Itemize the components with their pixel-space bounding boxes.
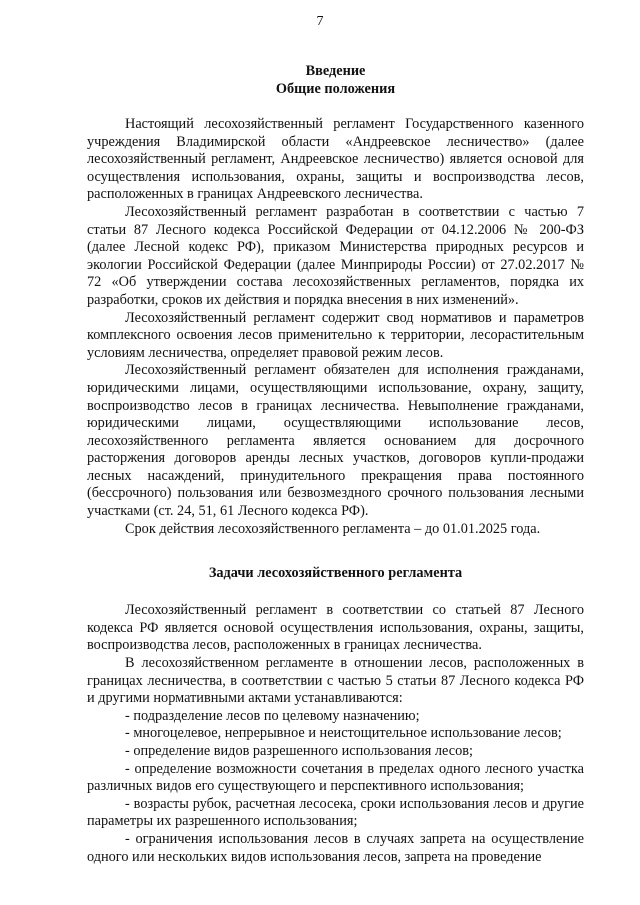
list-item: - возрасты рубок, расчетная лесосека, сроки использования лесов и другие параметры их разрешенного использования; (87, 795, 584, 830)
list-item: - определение видов разрешенного использования лесов; (125, 743, 473, 759)
document-body (87, 62, 584, 866)
section-subtitle: Общие положения (275, 81, 396, 97)
section-title: Введение (305, 63, 366, 79)
intro-heading (87, 62, 584, 98)
paragraph: Лесохозяйственный регламент обязателен для исполнения гражданами, юридическими лицами, осуществляющими использование, охрану, защиту, воспроизводство лесов в границах лесничества. Невыполнение гражданами, юридическими лицами, осуществляющими использование лесов, лесохозяйственного регламента является основанием для досрочного расторжения договоров аренды лесных участков, договоров купли-продажи лесных насаждений, принудительного прекращения права постоянного (бессрочного) пользования или безвозмездного срочного пользования лесными участками (ст. 24, 51, 61 Лесного кодекса РФ). (87, 362, 584, 520)
tasks-title: Задачи лесохозяйственного регламента (208, 565, 463, 582)
paragraph: Настоящий лесохозяйственный регламент Государственного казенного учреждения Владимирской области «Андреевское лесничество» (далее лесохозяйственный регламент, Андреевское лесничество) является основой для осуществления использования, охраны, защиты и воспроизводства лесов, расположенных в границах Андреевского лесничества. (87, 116, 584, 203)
paragraph: Лесохозяйственный регламент содержит свод нормативов и параметров комплексного освоения лесов применительно к территории, лесорастительным условиям лесничества, определяет правовой режим лесов. (87, 309, 584, 361)
list-item: - подразделение лесов по целевому назначению; (125, 707, 420, 724)
paragraph: Лесохозяйственный регламент разработан в соответствии с частью 7 статьи 87 Лесного кодекса Российской Федерации от 04.12.2006 № 200-ФЗ (далее Лесной кодекс РФ), приказом Министерства природных ресурсов и экологии Российской Федерации (далее Минприроды России) от 27.02.2017 № 72 «Об утверждении состава лесохозяйственных регламентов, порядка их разработки, сроков их действия и порядка внесения в них изменений». (87, 203, 584, 308)
paragraph: Срок действия лесохозяйственного регламента – до 01.01.2025 года. (125, 520, 541, 537)
paragraph: Лесохозяйственный регламент в соответствии со статьей 87 Лесного кодекса РФ является основой осуществления использования, охраны, защиты, воспроизводства лесов, расположенных в границах лесничества. (87, 602, 584, 654)
page-number: 7 (316, 14, 324, 29)
list-item: - определение возможности сочетания в пределах одного лесного участка различных видов его существующего и перспективного использования; (87, 760, 584, 795)
list-item: - ограничения использования лесов в случаях запрета на осуществление одного или нескольких видов использования лесов, запрета на проведение (87, 830, 584, 865)
paragraph: В лесохозяйственном регламенте в отношении лесов, расположенных в границах лесничества, в соответствии с частью 5 статьи 87 Лесного кодекса РФ и другими нормативными актами устанавливаются: (87, 655, 584, 707)
list-item: - многоцелевое, непрерывное и неистощительное использование лесов; (125, 725, 562, 742)
